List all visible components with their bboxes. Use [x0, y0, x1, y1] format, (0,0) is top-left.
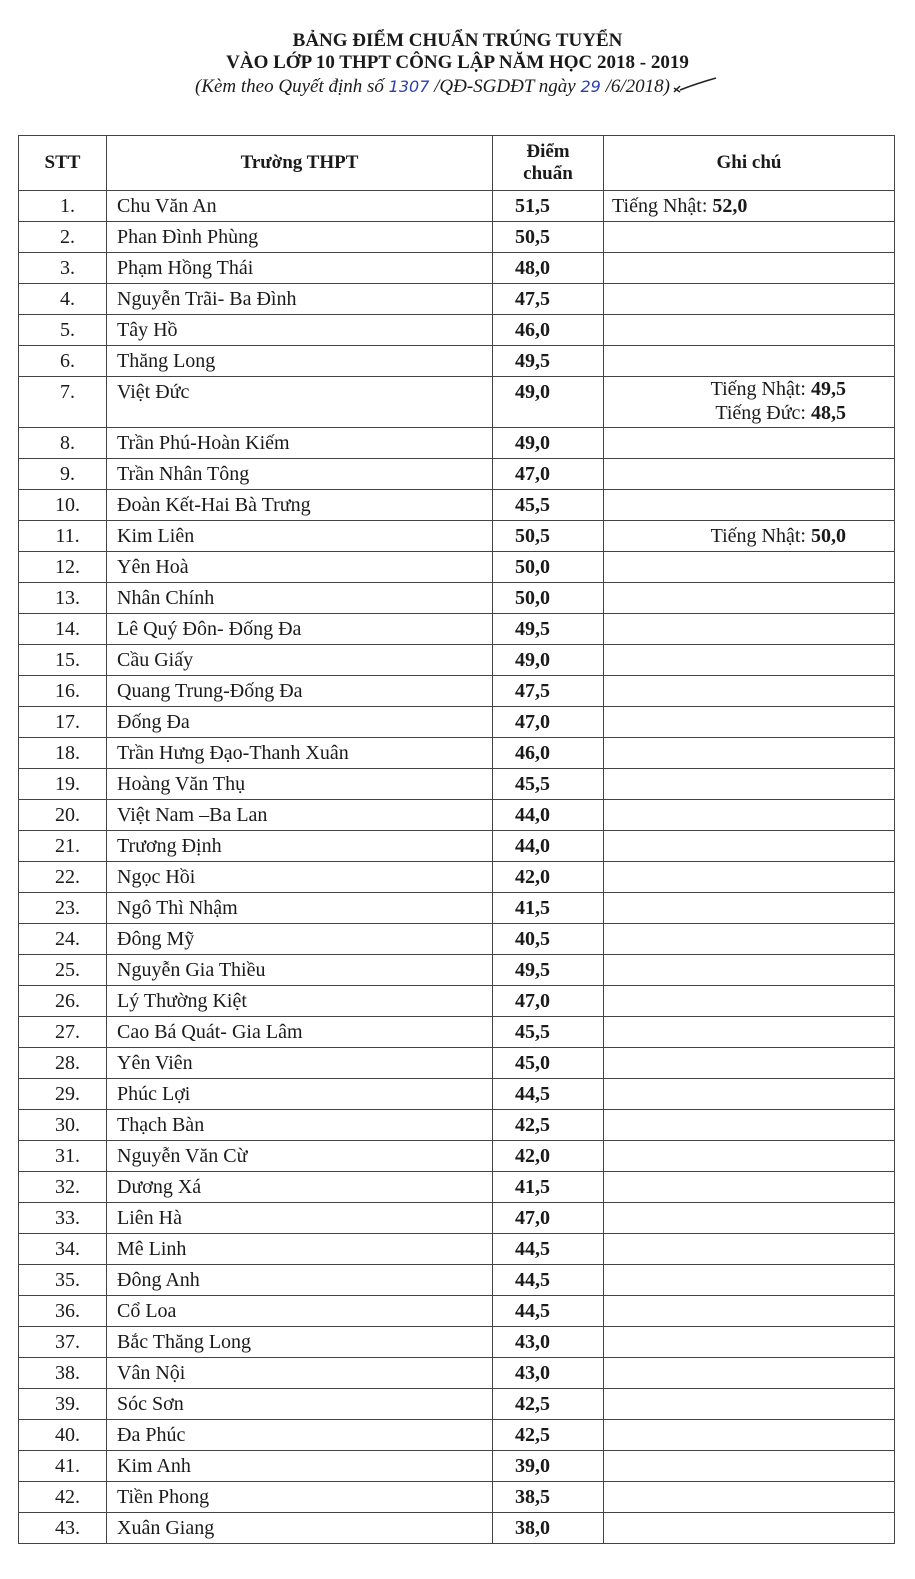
school-name: Việt Đức [107, 377, 493, 428]
notes-cell [604, 1017, 895, 1048]
row-number: 11. [19, 521, 107, 552]
school-name: Quang Trung-Đống Đa [107, 676, 493, 707]
table-row [19, 1265, 895, 1296]
note-score: 52,0 [712, 195, 748, 217]
document-subtitle: VÀO LỚP 10 THPT CÔNG LẬP NĂM HỌC 2018 - 2019 [226, 52, 689, 73]
table-row [19, 1172, 895, 1203]
note-score: 48,5 [811, 402, 846, 424]
notes-cell [604, 459, 895, 490]
notes-cell [604, 924, 895, 955]
table-row [19, 645, 895, 676]
document-title: BẢNG ĐIỂM CHUẨN TRÚNG TUYỂN [292, 30, 623, 51]
cutoff-score: 49,0 [493, 645, 604, 676]
notes-cell [604, 1141, 895, 1172]
row-number: 16. [19, 676, 107, 707]
notes-cell [604, 707, 895, 738]
note-score: 49,5 [811, 378, 846, 400]
cutoff-score: 49,5 [493, 955, 604, 986]
notes-cell [604, 1296, 895, 1327]
row-number: 25. [19, 955, 107, 986]
school-name: Kim Liên [107, 521, 493, 552]
notes-cell [604, 676, 895, 707]
note-line [614, 524, 846, 548]
row-number: 20. [19, 800, 107, 831]
school-name: Ngô Thì Nhậm [107, 893, 493, 924]
row-number: 17. [19, 707, 107, 738]
table-row [19, 1482, 895, 1513]
row-number: 43. [19, 1513, 107, 1544]
cutoff-score: 45,5 [493, 769, 604, 800]
cutoff-score: 51,5 [493, 191, 604, 222]
table-row [19, 769, 895, 800]
notes-cell [604, 738, 895, 769]
notes-cell [604, 1451, 895, 1482]
note-label: Tiếng Đức: [715, 402, 811, 424]
row-number: 13. [19, 583, 107, 614]
column-header-stt: STT [19, 136, 107, 191]
notes-cell [604, 800, 895, 831]
row-number: 1. [19, 191, 107, 222]
table-row [19, 1420, 895, 1451]
school-name: Ngọc Hồi [107, 862, 493, 893]
row-number: 4. [19, 284, 107, 315]
notes-cell [604, 191, 895, 222]
notes-cell [604, 955, 895, 986]
row-number: 35. [19, 1265, 107, 1296]
notes-cell [604, 1327, 895, 1358]
cutoff-score: 46,0 [493, 738, 604, 769]
cutoff-score: 44,5 [493, 1234, 604, 1265]
cutoff-score: 47,5 [493, 676, 604, 707]
notes-cell [604, 1420, 895, 1451]
row-number: 10. [19, 490, 107, 521]
table-row [19, 924, 895, 955]
school-name: Tiền Phong [107, 1482, 493, 1513]
row-number: 36. [19, 1296, 107, 1327]
school-name: Nguyễn Gia Thiều [107, 955, 493, 986]
school-name: Yên Hoà [107, 552, 493, 583]
notes-cell [604, 769, 895, 800]
table-row [19, 800, 895, 831]
cutoff-score: 47,0 [493, 986, 604, 1017]
school-name: Tây Hồ [107, 315, 493, 346]
school-name: Vân Nội [107, 1358, 493, 1389]
row-number: 3. [19, 253, 107, 284]
notes-cell [604, 377, 895, 428]
notes-cell [604, 645, 895, 676]
note-line [614, 401, 846, 425]
cutoff-score: 47,0 [493, 459, 604, 490]
row-number: 40. [19, 1420, 107, 1451]
school-name: Đông Mỹ [107, 924, 493, 955]
school-name: Nguyễn Văn Cừ [107, 1141, 493, 1172]
table-row [19, 831, 895, 862]
cutoff-score: 50,5 [493, 222, 604, 253]
school-name: Bắc Thăng Long [107, 1327, 493, 1358]
row-number: 18. [19, 738, 107, 769]
notes-cell [604, 1389, 895, 1420]
cutoff-score: 47,5 [493, 284, 604, 315]
decision-reference [0, 76, 915, 98]
handwritten-day: 29 [580, 77, 601, 96]
cutoff-score: 47,0 [493, 1203, 604, 1234]
cutoff-score: 50,0 [493, 552, 604, 583]
table-header-row [19, 136, 895, 191]
school-name: Nhân Chính [107, 583, 493, 614]
notes-cell [604, 583, 895, 614]
cutoff-score: 49,0 [493, 428, 604, 459]
school-name: Cổ Loa [107, 1296, 493, 1327]
table-row [19, 583, 895, 614]
table-row [19, 377, 895, 428]
table-row [19, 707, 895, 738]
school-name: Chu Văn An [107, 191, 493, 222]
row-number: 19. [19, 769, 107, 800]
school-name: Phúc Lợi [107, 1079, 493, 1110]
school-name: Đống Đa [107, 707, 493, 738]
table-row [19, 552, 895, 583]
row-number: 24. [19, 924, 107, 955]
row-number: 32. [19, 1172, 107, 1203]
table-row [19, 1327, 895, 1358]
cutoff-score: 41,5 [493, 893, 604, 924]
school-name: Phan Đình Phùng [107, 222, 493, 253]
table-row [19, 862, 895, 893]
school-name: Kim Anh [107, 1451, 493, 1482]
notes-cell [604, 253, 895, 284]
row-number: 39. [19, 1389, 107, 1420]
school-name: Trần Nhân Tông [107, 459, 493, 490]
notes-cell [604, 552, 895, 583]
notes-cell [604, 1358, 895, 1389]
school-name: Yên Viên [107, 1048, 493, 1079]
table-row [19, 955, 895, 986]
notes-cell [604, 986, 895, 1017]
table-row [19, 1017, 895, 1048]
column-header-score: Điểm chuẩn [493, 136, 604, 191]
cutoff-score: 45,5 [493, 490, 604, 521]
row-number: 27. [19, 1017, 107, 1048]
cutoff-score: 44,5 [493, 1265, 604, 1296]
school-name: Đông Anh [107, 1265, 493, 1296]
table-row [19, 346, 895, 377]
table-row [19, 1451, 895, 1482]
row-number: 37. [19, 1327, 107, 1358]
note-label: Tiếng Nhật: [710, 525, 811, 547]
row-number: 33. [19, 1203, 107, 1234]
school-name: Việt Nam –Ba Lan [107, 800, 493, 831]
column-header-school: Trường THPT [107, 136, 493, 191]
notes-cell [604, 284, 895, 315]
row-number: 7. [19, 377, 107, 428]
cutoff-score: 42,0 [493, 1141, 604, 1172]
school-name: Phạm Hồng Thái [107, 253, 493, 284]
notes-cell [604, 1048, 895, 1079]
note-label: Tiếng Nhật: [710, 378, 811, 400]
note-line [614, 377, 846, 401]
note-score: 50,0 [811, 525, 846, 547]
table-row [19, 1048, 895, 1079]
table-row [19, 490, 895, 521]
table-row [19, 1358, 895, 1389]
row-number: 34. [19, 1234, 107, 1265]
cutoff-score: 47,0 [493, 707, 604, 738]
cutoff-score: 42,0 [493, 862, 604, 893]
cutoff-score: 46,0 [493, 315, 604, 346]
table-row [19, 893, 895, 924]
cutoff-score: 44,0 [493, 831, 604, 862]
notes-cell [604, 490, 895, 521]
note-label: Tiếng Nhật: [612, 195, 713, 217]
table-row [19, 459, 895, 490]
school-name: Trần Hưng Đạo-Thanh Xuân [107, 738, 493, 769]
notes-cell [604, 1110, 895, 1141]
cutoff-score: 44,5 [493, 1079, 604, 1110]
notes-cell [604, 1172, 895, 1203]
row-number: 5. [19, 315, 107, 346]
table-row [19, 738, 895, 769]
cutoff-score: 38,5 [493, 1482, 604, 1513]
table-row [19, 253, 895, 284]
school-name: Lý Thường Kiệt [107, 986, 493, 1017]
school-name: Hoàng Văn Thụ [107, 769, 493, 800]
table-row [19, 1234, 895, 1265]
school-name: Sóc Sơn [107, 1389, 493, 1420]
row-number: 26. [19, 986, 107, 1017]
table-row [19, 428, 895, 459]
table-row [19, 521, 895, 552]
table-row [19, 676, 895, 707]
cutoff-score: 43,0 [493, 1327, 604, 1358]
handwritten-decision-number: 1307 [388, 77, 430, 96]
column-header-notes: Ghi chú [604, 136, 895, 191]
row-number: 30. [19, 1110, 107, 1141]
cutoff-score: 49,5 [493, 346, 604, 377]
decision-middle: /QĐ-SGDĐT ngày [429, 76, 581, 97]
row-number: 9. [19, 459, 107, 490]
cutoff-score: 41,5 [493, 1172, 604, 1203]
table-row [19, 1296, 895, 1327]
cutoff-score: 38,0 [493, 1513, 604, 1544]
school-name: Đa Phúc [107, 1420, 493, 1451]
cutoff-score: 43,0 [493, 1358, 604, 1389]
cutoff-score: 49,0 [493, 377, 604, 428]
note-line [612, 194, 846, 218]
notes-cell [604, 1079, 895, 1110]
notes-cell [604, 831, 895, 862]
row-number: 31. [19, 1141, 107, 1172]
cutoff-score: 48,0 [493, 253, 604, 284]
table-row [19, 1389, 895, 1420]
row-number: 23. [19, 893, 107, 924]
row-number: 8. [19, 428, 107, 459]
row-number: 2. [19, 222, 107, 253]
table-row [19, 191, 895, 222]
row-number: 28. [19, 1048, 107, 1079]
school-name: Lê Quý Đôn- Đống Đa [107, 614, 493, 645]
row-number: 12. [19, 552, 107, 583]
notes-cell [604, 1234, 895, 1265]
school-name: Trần Phú-Hoàn Kiếm [107, 428, 493, 459]
row-number: 6. [19, 346, 107, 377]
notes-cell [604, 428, 895, 459]
table-row [19, 1141, 895, 1172]
notes-cell [604, 862, 895, 893]
notes-cell [604, 614, 895, 645]
cutoff-score: 40,5 [493, 924, 604, 955]
decision-suffix: /6/2018) [600, 76, 670, 97]
notes-cell [604, 222, 895, 253]
school-name: Mê Linh [107, 1234, 493, 1265]
decision-prefix: (Kèm theo Quyết định số [195, 76, 389, 97]
school-name: Nguyễn Trãi- Ba Đình [107, 284, 493, 315]
row-number: 41. [19, 1451, 107, 1482]
school-name: Cao Bá Quát- Gia Lâm [107, 1017, 493, 1048]
cutoff-score: 45,5 [493, 1017, 604, 1048]
row-number: 42. [19, 1482, 107, 1513]
row-number: 15. [19, 645, 107, 676]
cutoff-score: 45,0 [493, 1048, 604, 1079]
table-row [19, 284, 895, 315]
row-number: 21. [19, 831, 107, 862]
admission-scores-table [18, 135, 895, 1544]
notes-cell [604, 893, 895, 924]
school-name: Thạch Bàn [107, 1110, 493, 1141]
table-row [19, 986, 895, 1017]
table-row [19, 1203, 895, 1234]
notes-cell [604, 1265, 895, 1296]
notes-cell [604, 521, 895, 552]
cutoff-score: 42,5 [493, 1110, 604, 1141]
row-number: 14. [19, 614, 107, 645]
notes-cell [604, 1513, 895, 1544]
table-row [19, 1110, 895, 1141]
school-name: Liên Hà [107, 1203, 493, 1234]
row-number: 29. [19, 1079, 107, 1110]
school-name: Thăng Long [107, 346, 493, 377]
cutoff-score: 42,5 [493, 1389, 604, 1420]
table-row [19, 614, 895, 645]
table-row [19, 1079, 895, 1110]
notes-cell [604, 315, 895, 346]
cutoff-score: 50,5 [493, 521, 604, 552]
notes-cell [604, 1482, 895, 1513]
school-name: Dương Xá [107, 1172, 493, 1203]
cutoff-score: 49,5 [493, 614, 604, 645]
school-name: Xuân Giang [107, 1513, 493, 1544]
school-name: Cầu Giấy [107, 645, 493, 676]
table-row [19, 315, 895, 346]
notes-cell [604, 1203, 895, 1234]
checkmark-icon [670, 76, 720, 94]
cutoff-score: 44,5 [493, 1296, 604, 1327]
table-row [19, 222, 895, 253]
cutoff-score: 50,0 [493, 583, 604, 614]
school-name: Đoàn Kết-Hai Bà Trưng [107, 490, 493, 521]
notes-cell [604, 346, 895, 377]
table-row [19, 1513, 895, 1544]
cutoff-score: 42,5 [493, 1420, 604, 1451]
cutoff-score: 39,0 [493, 1451, 604, 1482]
row-number: 38. [19, 1358, 107, 1389]
row-number: 22. [19, 862, 107, 893]
cutoff-score: 44,0 [493, 800, 604, 831]
school-name: Trương Định [107, 831, 493, 862]
